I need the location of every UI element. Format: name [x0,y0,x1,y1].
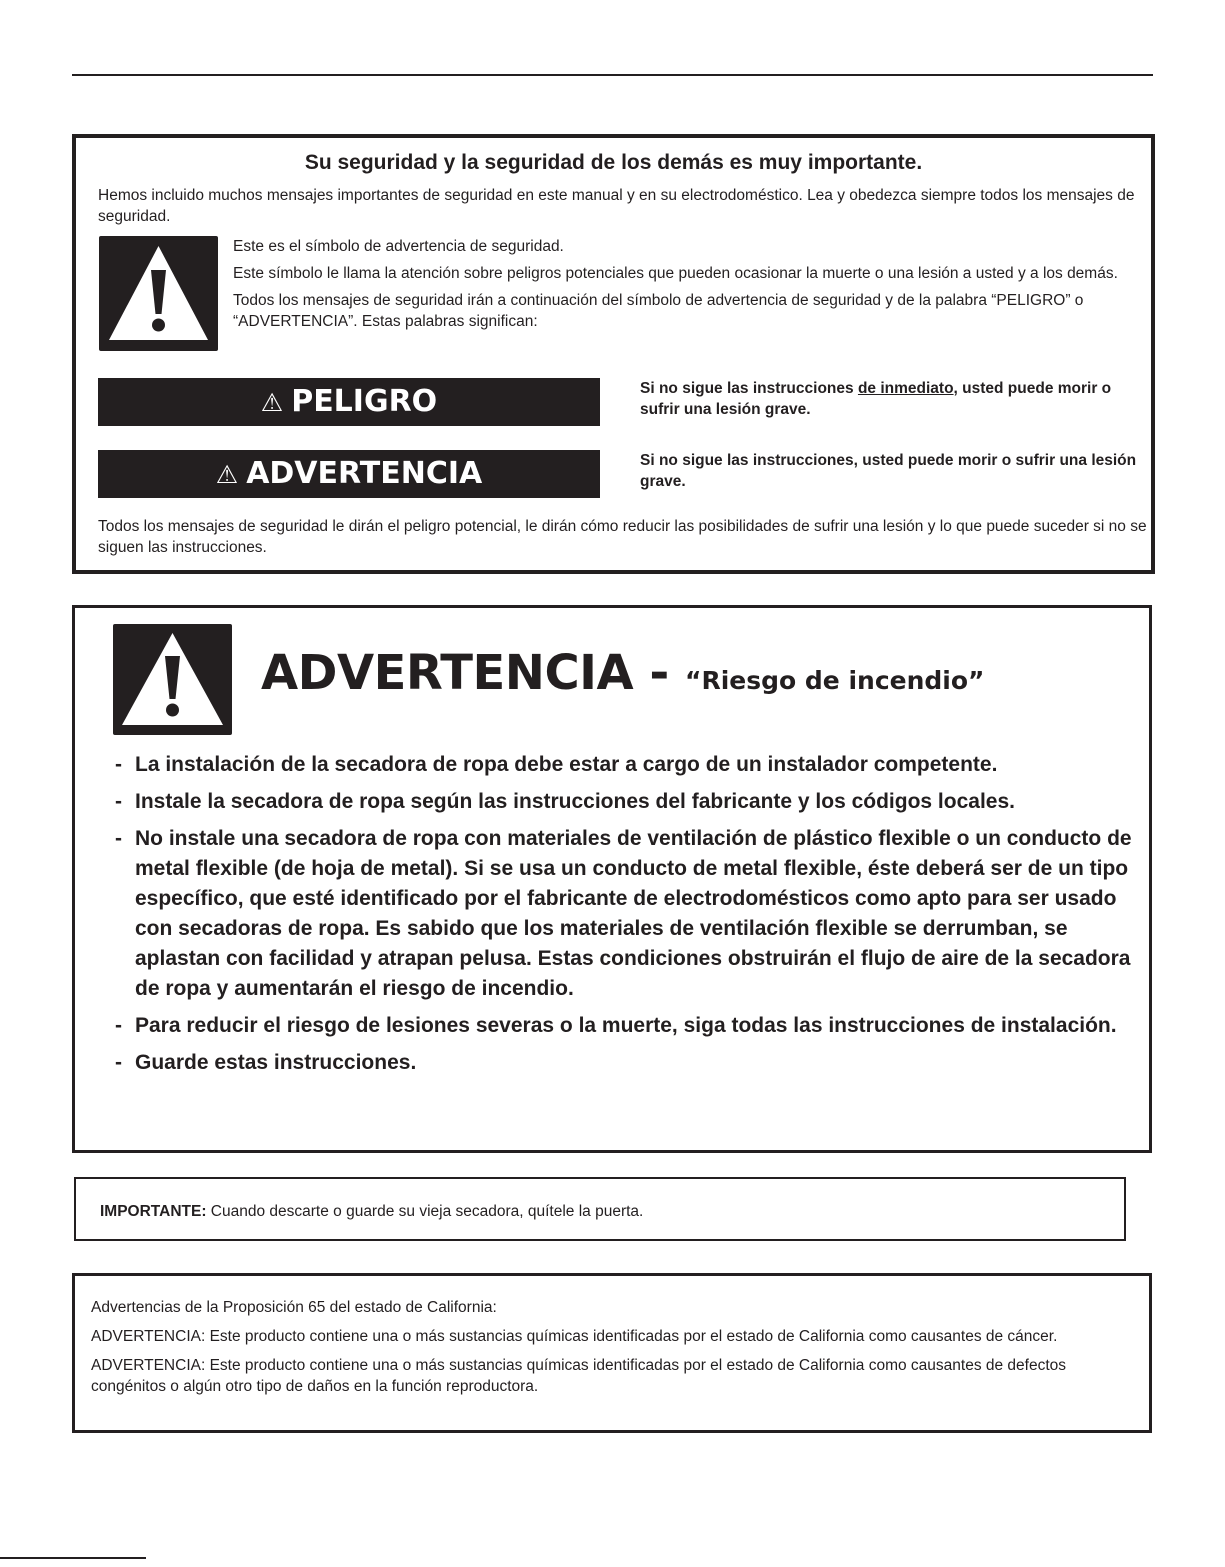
important-note [100,1201,643,1222]
list-item: - No instale una secadora de ropa con materiales de ventilación de plástico flexible o un conducto de metal flexible (de hoja de metal). Si se usa un conducto de metal flexible, éste deberá ser de un tipo específico, que esté identificado por el fabricante de electrodomésticos como apto para ser usado con secadoras de ropa. Es sabido que los materiales de ventilación flexible se derrumban, se aplastan con facilidad y atrapan pelusa. Estas condiciones obstruirán el flujo de aire de la secadora de ropa y aumentarán el riesgo de incendio. [115,827,1132,1000]
danger-text-part: , usted puede morir o sufrir una lesión grave. [640,380,1112,418]
safety-closing-text: Todos los mensajes de seguridad le dirán el peligro potencial, le dirán cómo reducir las posibilidades de sufrir una lesión y lo que puede suceder si no se siguen las instrucciones. [98,518,1147,556]
danger-label: PELIGRO [291,384,438,419]
list-item-text: La instalación de la secadora de ropa debe estar a cargo de un instalador competente. [135,753,998,776]
list-item: - Guarde estas instrucciones. [115,1051,417,1074]
top-rule [72,74,1153,76]
list-item-text: Instale la secadora de ropa según las instrucciones del fabricante y los códigos locales. [135,790,1015,813]
alert-triangle-icon: ⚠ [260,388,284,417]
fire-warning-title [261,644,984,710]
bottom-rule [0,1557,146,1559]
safety-alert-icon [99,236,218,351]
list-item-text: Guarde estas instrucciones. [135,1051,417,1074]
fire-warning-title-main: ADVERTENCIA - [261,645,669,701]
safety-heading: Su seguridad y la seguridad de los demás es muy importante. [304,151,923,174]
fire-warning-list [115,750,1145,1085]
important-text: Cuando descarte o guarde su vieja secadora, quítele la puerta. [206,1203,644,1220]
prop65-heading: Advertencias de la Proposición 65 del estado de California: [91,1299,497,1316]
list-item-text: Para reducir el riesgo de lesiones severas o la muerte, siga todas las instrucciones de instalación. [135,1014,1117,1037]
prop65-box [72,1273,1152,1433]
alert-triangle-icon: ⚠ [215,460,239,489]
warning-label: ADVERTENCIA [246,456,483,491]
symbol-explanation [233,236,1143,338]
warning-signal-word [98,450,600,498]
list-item-text: No instale una secadora de ropa con materiales de ventilación de plástico flexible o un conducto de metal flexible (de hoja de metal). Si se usa un conducto de metal flexible, éste deberá ser de un tipo específico, que esté identificado por el fabricante de electrodomésticos como apto para ser usado con secadoras de ropa. Es sabido que los materiales de ventilación flexible se derrumban, se aplastan con facilidad y atrapan pelusa. Estas condiciones obstruirán el flujo de aire de la secadora de ropa y aumentarán el riesgo de incendio. [135,827,1132,1000]
prop65-warning-cancer: ADVERTENCIA: Este producto contiene una o más sustancias químicas identificadas por el estado de California como causantes de cáncer. [91,1328,1058,1345]
symbol-line: Todos los mensajes de seguridad irán a continuación del símbolo de advertencia de seguridad y de la palabra “PELIGRO” o “ADVERTENCIA”. Estas palabras significan: [233,292,1084,330]
list-item: - La instalación de la secadora de ropa debe estar a cargo de un instalador competente. [115,753,998,776]
danger-text-underlined: de inmediato [857,380,954,397]
symbol-line: Este es el símbolo de advertencia de seguridad. [233,238,564,255]
symbol-line: Este símbolo le llama la atención sobre peligros potenciales que pueden ocasionar la muerte o una lesión a usted y a los demás. [233,265,1118,282]
fire-warning-subtitle: “Riesgo de incendio” [685,666,985,695]
safety-intro-box [72,134,1155,574]
important-box [74,1177,1126,1241]
danger-text-part: Si no sigue las instrucciones [640,380,858,397]
list-item: - Para reducir el riesgo de lesiones severas o la muerte, siga todas las instrucciones de instalación. [115,1014,1117,1037]
safety-intro-text: Hemos incluido muchos mensajes importantes de seguridad en este manual y en su electrodoméstico. Lea y obedezca siempre todos los mensajes de seguridad. [98,187,1135,225]
warning-description: Si no sigue las instrucciones, usted puede morir o sufrir una lesión grave. [640,452,1137,490]
safety-alert-icon [113,624,232,735]
danger-signal-word [98,378,600,426]
danger-description [640,378,1140,420]
prop65-warning-reproductive: ADVERTENCIA: Este producto contiene una o más sustancias químicas identificadas por el estado de California como causantes de defectos congénitos o algún otro tipo de daños en la función reproductora. [91,1357,1067,1395]
list-item: - Instale la secadora de ropa según las instrucciones del fabricante y los códigos locales. [115,790,1015,813]
important-label: IMPORTANTE: [100,1203,207,1220]
fire-warning-box [72,605,1152,1153]
